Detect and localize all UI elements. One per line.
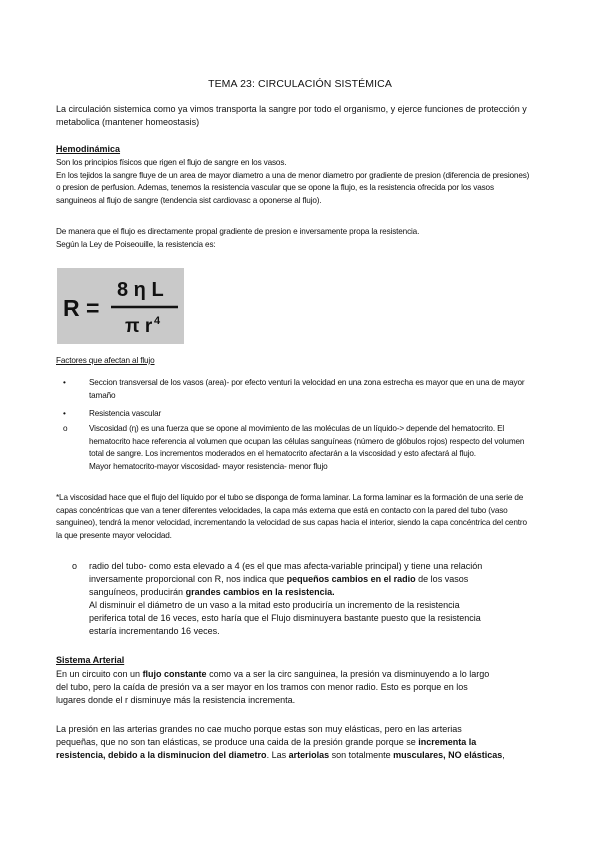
formula-numerator: 8 η L <box>117 279 164 301</box>
formula-exponent: 4 <box>154 315 161 327</box>
hemodinamica-heading: Hemodinámica <box>56 144 121 154</box>
sistema-arterial-heading: Sistema Arterial <box>56 655 125 665</box>
formula-graphic <box>57 268 184 344</box>
bullet-marker: o <box>63 424 68 433</box>
hemodinamica-text <box>56 157 548 207</box>
radio-item: o radio del tubo- como esta elevado a 4 (es el que mas afecta-variable principal) y tiene una relación inversamente proporcional con R, nos indica que pequeños cambios en el radio de los vasos sanguíneos, producirán grandes cambios en la resistencia. Al disminuir el diámetro de un vaso a la mitad esto produciría un incremento de la resistencia periferica total de 16 veces, esto haría que el Flujo disminuyera bastante puesto que la resistencia estaría incrementando 16 veces. <box>72 561 483 636</box>
factores-heading: Factores que afectan al flujo <box>56 356 155 365</box>
text-line: Según la Ley de Poiseouille, la resistencia es: <box>56 239 216 249</box>
list-item: • Resistencia vascular <box>56 408 556 423</box>
text-line: En los tejidos la sangre fluye de un area de mayor diametro a una de menor diametro por gradiente de presion (diferencia de presiones) <box>56 170 530 180</box>
text-line: sanguineos al flujo de sangre (tendencia sist cardiovasc a oponerse al flujo). <box>56 195 322 205</box>
bullet-marker: • <box>63 378 66 387</box>
poiseuille-formula-image <box>57 268 184 344</box>
page-title: TEMA 23: CIRCULACIÓN SISTÉMICA <box>208 78 392 90</box>
arterial-paragraph-1: En un circuito con un flujo constante como va a ser la circ sanguinea, la presión va disminuyendo a lo largo del tubo, pero la caída de presión va a ser mayor en los tramos con menor radio. Esto es porque en los lugares donde el r disminuye más la resistencia incrementa. <box>56 669 490 705</box>
intro-paragraph: La circulación sistemica como ya vimos transporta la sangre por todo el organismo, y ejerce funciones de protección y metabolica (mantener homeostasis) <box>56 104 527 127</box>
viscosity-note: *La viscosidad hace que el flujo del líquido por el tubo se disponga de forma laminar. La forma laminar es la formación de una serie de capas concéntricas que van a tener diferentes velocidades, la capa más externa que está en contacto con la pared del tubo (vaso sanguineo), tendrá la menor velocidad, incrementando la velocidad de sus capas hacia el interior, siendo la capa concéntrica del centro la que presente mayor velocidad. <box>56 493 527 540</box>
bullet-marker: • <box>63 409 66 418</box>
text-line: Son los principios físicos que rigen el flujo de sangre en los vasos. <box>56 158 287 167</box>
text-line: De manera que el flujo es directamente propal gradiente de presion e inversamente propa la resistencia. <box>56 227 420 236</box>
text-line: o presion de perfusion. Ademas, tenemos la resistencia vascular que se opone la flujo, es la resistencia ofrecida por los vasos <box>56 183 494 193</box>
bullet-marker: o <box>72 561 78 571</box>
formula-lhs: R = <box>63 295 100 321</box>
factores-list <box>56 377 556 473</box>
arterial-paragraph-2: La presión en las arterias grandes no cae mucho porque estas son muy elásticas, pero en las arterias pequeñas, que no son tan elásticas, se produce una caida de la presión grande porque se incrementa la resistencia, debido a la disminucion del diametro. Las arteriolas son totalmente musculares, NO elásticas, <box>56 724 505 760</box>
list-item: o Viscosidad (η) es una fuerza que se opone al movimiento de las moléculas de un líquido-> depende del hematocrito. El hematocrito hace referencia al volumen que ocupan las células sanguíneas (número de glóbulos rojos) respecto del volumen total de sangre. Los incrementos moderados en el hematocrito afectarán a la viscosidad y esto afectará al flujo. Mayor hematocrito-mayor viscosidad- mayor resistencia- menor flujo <box>63 424 525 471</box>
poiseuille-paragraph <box>56 226 548 251</box>
list-item: • Seccion transversal de los vasos (area)- por efecto venturi la velocidad en una zona estrecha es mayor que en una de mayor tamaño <box>63 378 525 400</box>
formula-denominator: π r <box>125 316 153 337</box>
